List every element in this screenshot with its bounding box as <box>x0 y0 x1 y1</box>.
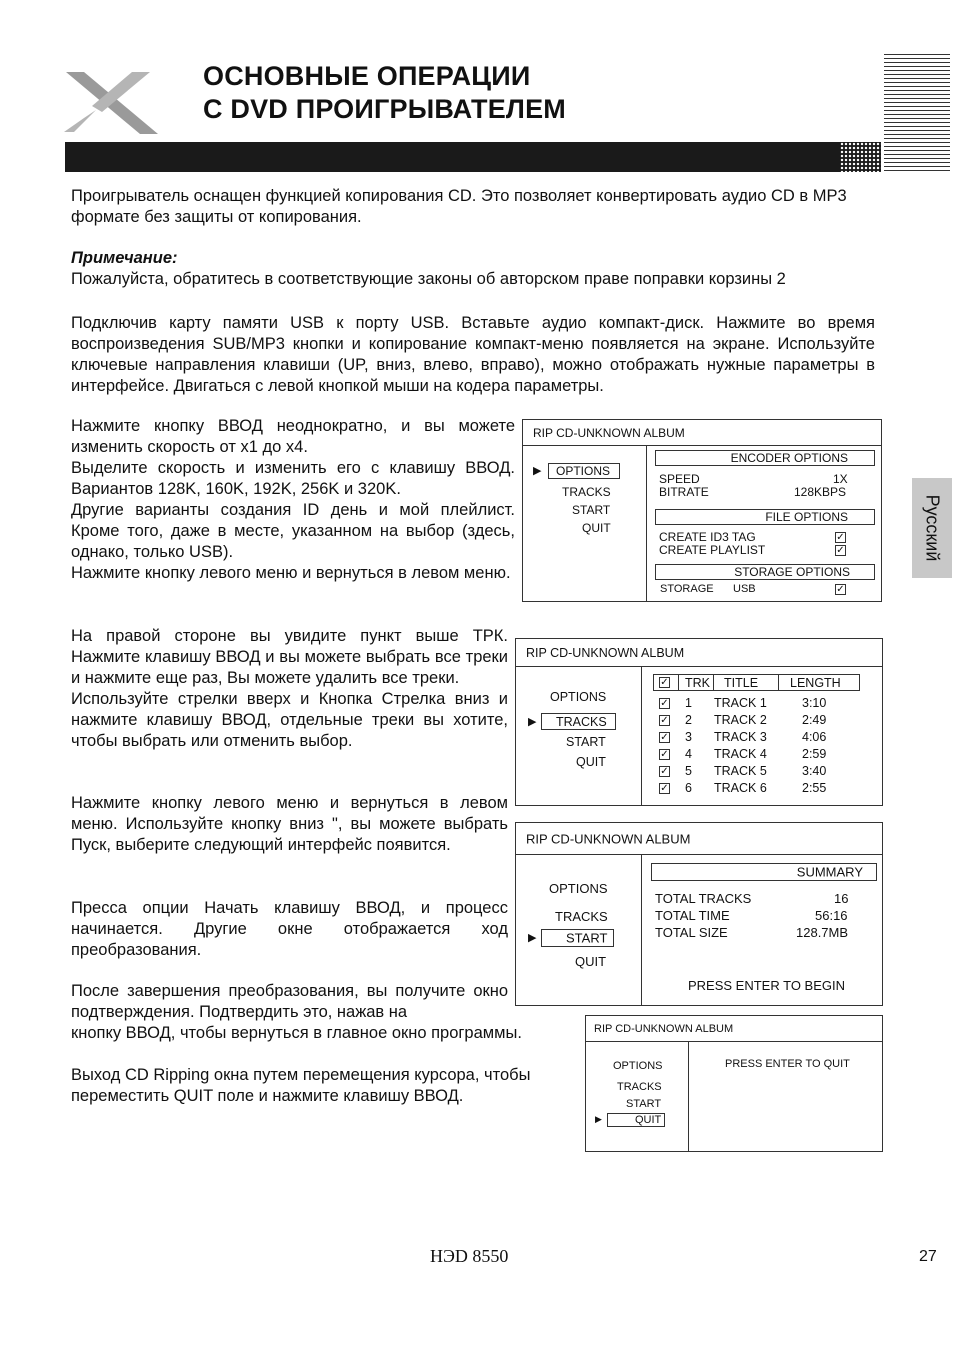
section2-line: Используйте стрелки вверх и Кнопка Стрелка вниз и нажмите клавишу ВВОД, отдельные треки вы хотите, чтобы выбрать или отменить выбор. <box>71 690 508 750</box>
check-icon[interactable]: ✓ <box>836 545 845 556</box>
storage-options-title: STORAGE OPTIONS <box>655 564 875 580</box>
check-icon[interactable]: ✓ <box>836 532 845 543</box>
section2-text <box>71 626 508 752</box>
check-icon[interactable]: ✓ <box>660 732 669 743</box>
screen-encoder-options <box>522 419 882 602</box>
usb-paragraph: Подключив карту памяти USB к порту USB. Вставьте аудио компакт-диск. Нажмите во время воспроизведения SUB/MP3 кнопки и копирование компакт-меню появляется на экране. Используйте ключевые направления клавиши (UP, вниз, влево, вправо), можно отображать нужные параметры в интерфейсе. Двигаться с левой кнопкой мыши на кодера параметры. <box>71 314 875 395</box>
total-tracks-value: 16 <box>834 891 849 906</box>
menu-item-quit[interactable]: QUIT <box>576 755 606 769</box>
menu-item-start[interactable]: START <box>626 1098 662 1110</box>
bitrate-value[interactable]: 128KBPS <box>794 485 847 499</box>
check-icon[interactable]: ✓ <box>836 584 845 595</box>
speed-value[interactable]: 1X <box>833 472 848 486</box>
bitrate-label: BITRATE <box>659 485 709 499</box>
language-tab: Русский <box>912 478 952 578</box>
menu-item-options[interactable]: OPTIONS <box>550 690 607 704</box>
title-line-2: С DVD ПРОИГРЫВАТЕЛЕМ <box>203 94 566 124</box>
note <box>71 248 875 290</box>
selection-arrow-icon: ▶ <box>528 932 537 944</box>
menu-item-tracks[interactable]: TRACKS <box>562 485 611 499</box>
section3-para-4: Выход CD Ripping окна путем перемещения курсора, чтобы переместить QUIT поле и нажмите клавишу ВВОД. <box>71 1066 531 1105</box>
header-bar-dots <box>840 142 884 172</box>
create-playlist-label: CREATE PLAYLIST <box>659 543 766 557</box>
check-icon[interactable]: ✓ <box>660 766 669 777</box>
check-icon[interactable]: ✓ <box>660 783 669 794</box>
section3-para-1: Нажмите кнопку левого меню и вернуться в левом меню. Используйте кнопку вниз ", вы можете выбрать Пуск, выберите следующий интерфейс появится. <box>71 794 508 854</box>
xoro-logo-icon <box>62 66 162 138</box>
selection-arrow-icon: ▶ <box>528 716 537 728</box>
page-number: 27 <box>919 1248 937 1265</box>
decorative-stripes <box>884 54 950 172</box>
menu-item-tracks[interactable]: TRACKS <box>555 909 608 924</box>
screen-header: RIP CD-UNKNOWN ALBUM <box>516 823 882 855</box>
menu-item-options[interactable]: OPTIONS <box>548 463 620 479</box>
press-enter-begin: PRESS ENTER TO BEGIN <box>688 978 846 993</box>
section1-line: Нажмите кнопку ВВОД неоднократно, и вы можете изменить скорость от x1 до x4. <box>71 417 515 456</box>
encoder-options-title: ENCODER OPTIONS <box>655 450 875 466</box>
section3-para-3b: кнопку ВВОД, чтобы вернуться в главное окно программы. <box>71 1024 522 1042</box>
note-title: Примечание: <box>71 249 178 267</box>
summary-title: SUMMARY <box>651 863 877 881</box>
menu-item-quit[interactable]: QUIT <box>607 1113 665 1127</box>
check-icon[interactable]: ✓ <box>660 749 669 760</box>
screen-header: RIP CD-UNKNOWN ALBUM <box>516 639 882 667</box>
section2-line: На правой стороне вы увидите пункт выше ТРК. Нажмите клавишу ВВОД и вы можете выбрать все треки и нажмите еще раз, Вы можете удалить все треки. <box>71 627 508 687</box>
header-bar <box>65 142 881 172</box>
speed-label: SPEED <box>659 472 700 486</box>
page-title <box>203 60 566 126</box>
menu-item-quit[interactable]: QUIT <box>582 521 611 535</box>
total-tracks-label: TOTAL TRACKS <box>655 891 752 906</box>
menu-item-start[interactable]: START <box>566 735 606 749</box>
screen-quit <box>585 1015 883 1152</box>
file-options-title: FILE OPTIONS <box>655 509 875 525</box>
press-enter-quit: PRESS ENTER TO QUIT <box>725 1058 850 1070</box>
intro-paragraph: Проигрыватель оснащен функцией копирования CD. Это позволяет конвертировать аудио CD в MP3 формате без защиты от копирования. <box>71 187 847 226</box>
select-all-check-icon[interactable]: ✓ <box>660 677 669 688</box>
menu-item-tracks[interactable]: TRACKS <box>617 1081 662 1093</box>
footer-brand: HЭD 8550 <box>430 1246 509 1266</box>
menu-item-start[interactable]: START <box>572 503 611 517</box>
screen-summary <box>515 822 883 1006</box>
screen-header: RIP CD-UNKNOWN ALBUM <box>586 1016 882 1042</box>
total-size-label: TOTAL SIZE <box>655 925 728 940</box>
check-icon[interactable]: ✓ <box>660 698 669 709</box>
section1-text <box>71 416 515 584</box>
section1-line: Другие варианты создания ID день и мой плейлист. Кроме того, даже в месте, указанном на выбор (здесь, однако, только USB). <box>71 501 515 561</box>
section1-line: Нажмите кнопку левого меню и вернуться в левом меню. <box>71 564 511 582</box>
menu-item-start[interactable]: START <box>541 929 614 947</box>
screen-tracks: RIP CD-UNKNOWN ALBUM OPTIONS ▶ TRACKS START QUIT ✓ TRK TITLE LENGTH ✓ 1 TRACK 1 3:10 ✓ 2 TRACK 2 2:49 ✓ 3 TRACK 3 4:06 ✓ 4 TRACK 4 2:59 ✓ 5 TRACK 5 3:40 ✓ 6 TRACK 6 2:55 <box>515 638 883 806</box>
total-time-label: TOTAL TIME <box>655 908 730 923</box>
menu-item-quit[interactable]: QUIT <box>575 954 607 969</box>
title-line-1: ОСНОВНЫЕ ОПЕРАЦИИ <box>203 61 531 91</box>
note-text: Пожалуйста, обратитесь в соответствующие законы об авторском праве поправки корзины 2 <box>71 270 786 288</box>
create-id3-label: CREATE ID3 TAG <box>659 530 756 544</box>
menu-item-tracks[interactable]: TRACKS <box>541 713 616 730</box>
check-icon[interactable]: ✓ <box>660 715 669 726</box>
track-table-header: ✓ TRK TITLE LENGTH <box>653 674 860 691</box>
storage-label: STORAGE <box>660 583 714 595</box>
menu-item-options[interactable]: OPTIONS <box>549 881 608 896</box>
section3-para-3a: После завершения преобразования, вы получите окно подтверждения. Подтвердить это, нажав на <box>71 982 508 1021</box>
section1-line: Выделите скорость и изменить его с клавишу ВВОД. Вариантов 128K, 160K, 192K, 256K и 320K. <box>71 459 515 498</box>
total-size-value: 128.7MB <box>796 925 849 940</box>
menu-item-options[interactable]: OPTIONS <box>613 1060 663 1072</box>
storage-value[interactable]: USB <box>733 583 756 595</box>
section3-para-2: Пресса опции Начать клавишу ВВОД, и процесс начинается. Другие окне отображается ход преобразования. <box>71 899 508 959</box>
screen-header: RIP CD-UNKNOWN ALBUM <box>523 420 881 446</box>
selection-arrow-icon: ▶ <box>533 465 542 477</box>
selection-arrow-icon: ▶ <box>595 1114 602 1124</box>
total-time-value: 56:16 <box>815 908 848 923</box>
